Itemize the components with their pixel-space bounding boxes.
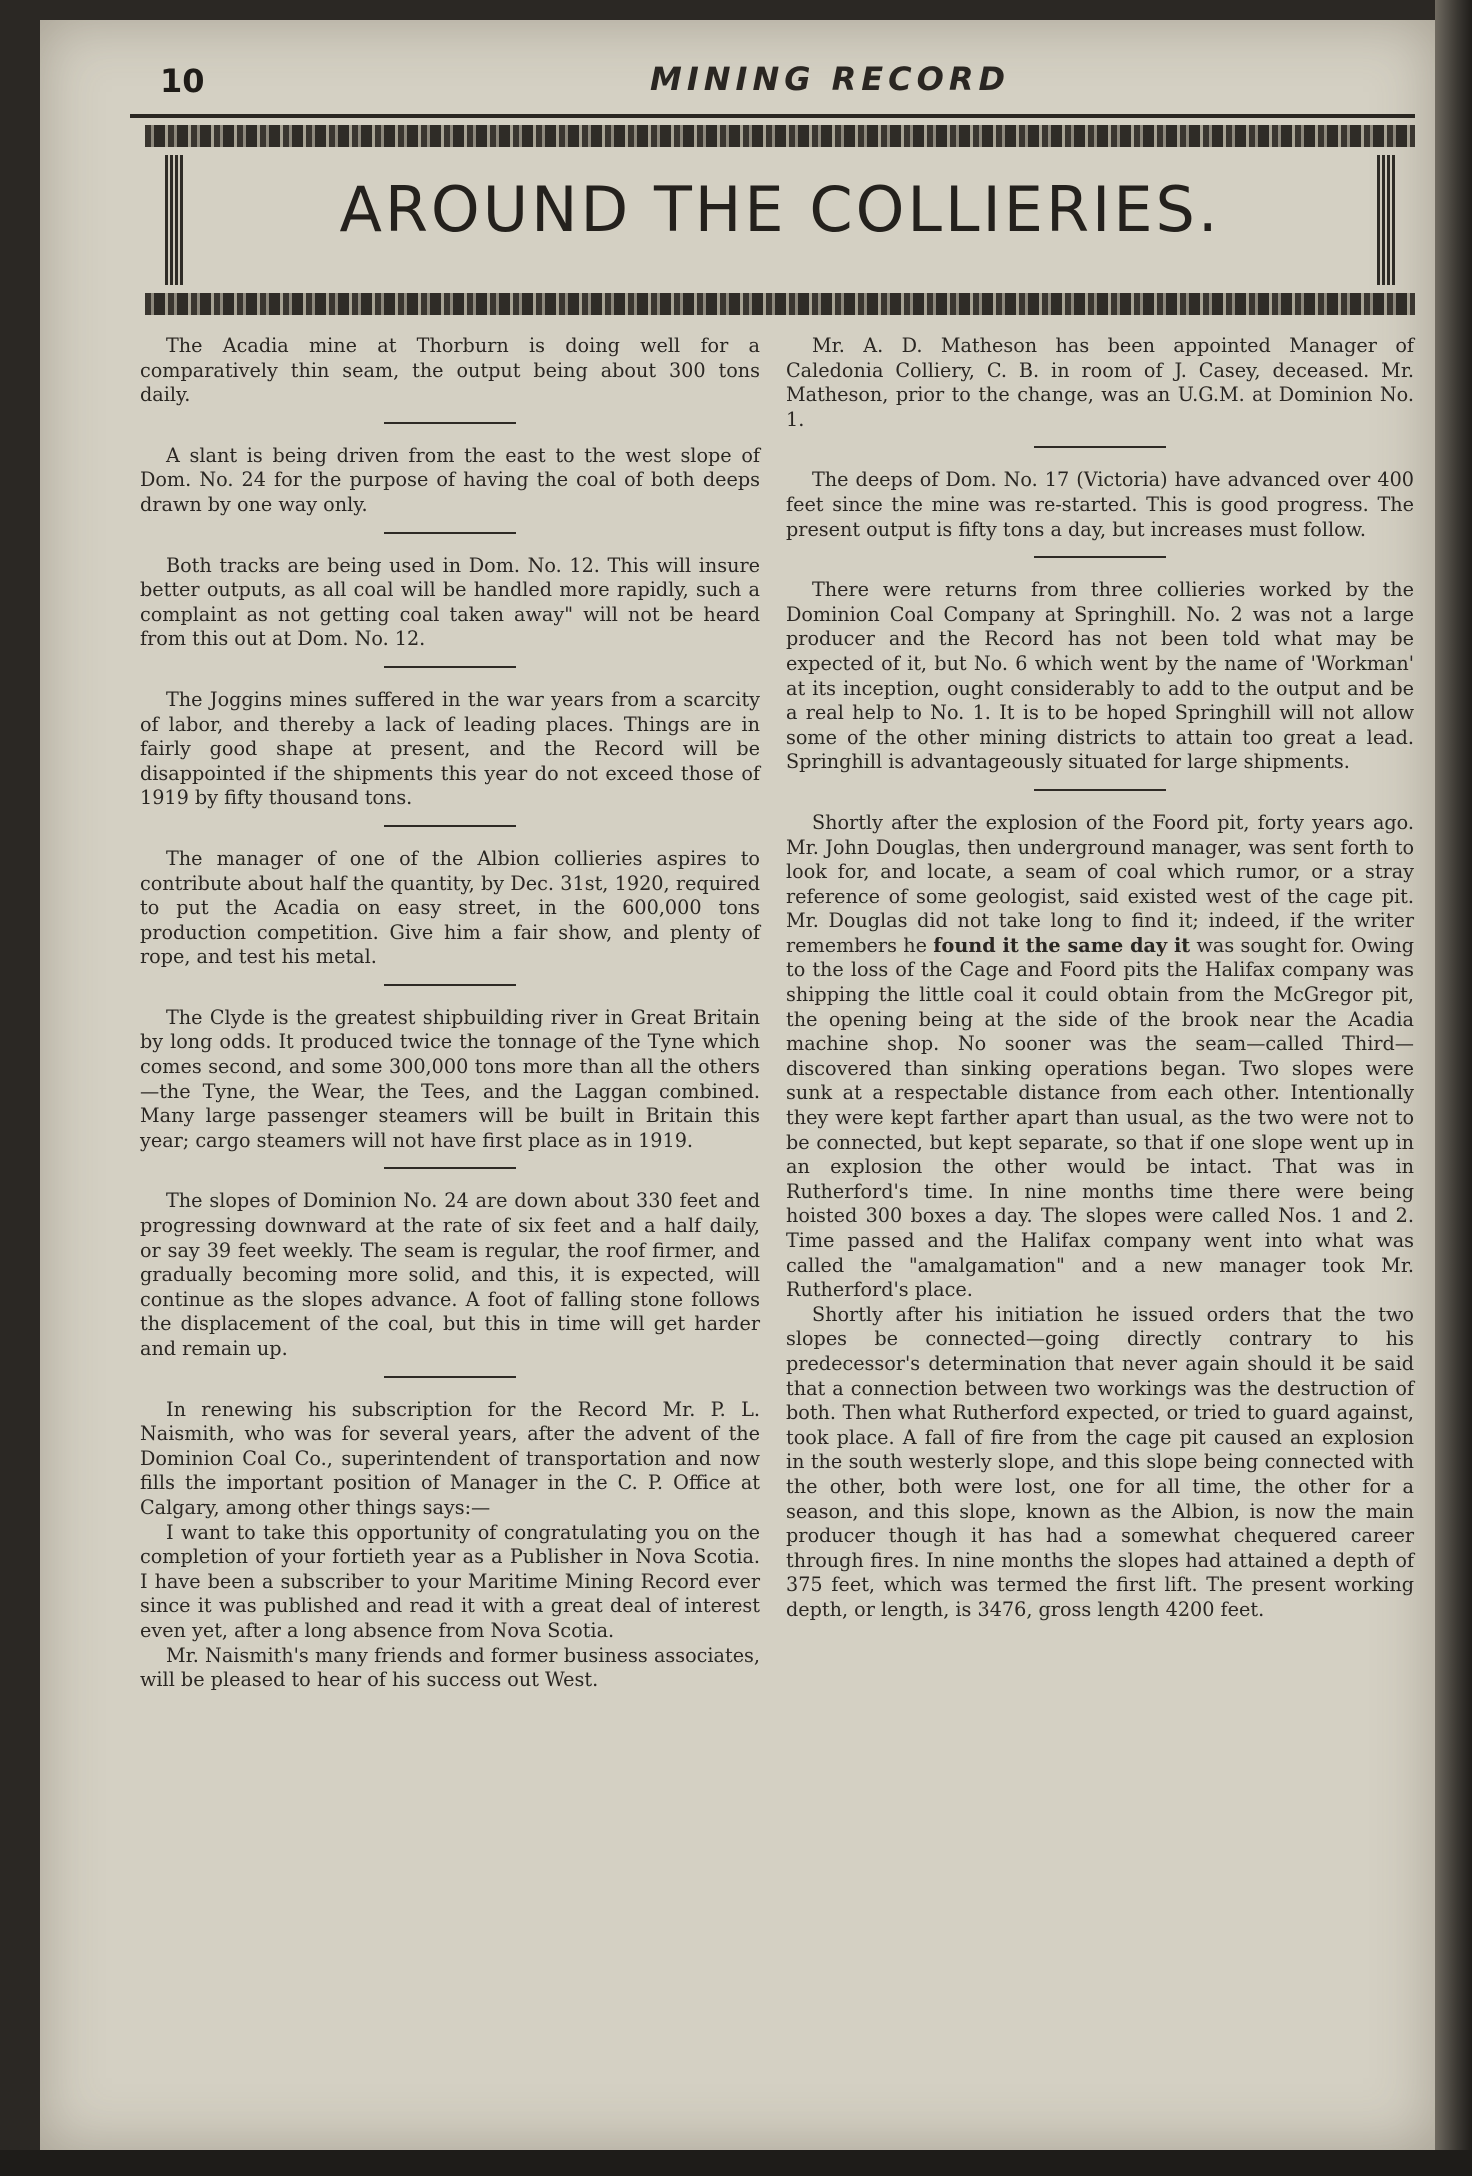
separator-rule [384,825,516,827]
scan-shadow [0,2150,1472,2176]
left-column [140,334,760,1693]
publication-name: MINING RECORD [650,60,1011,98]
banner-top-ornament [145,125,1415,147]
right-column [786,334,1414,1623]
article-paragraph: In renewing his subscription for the Record Mr. P. L. Naismith, who was for several years, after the advent of the Dominion Coal Co., superintendent of transportation and now fills the important position of Manager in the C. P. Office at Calgary, among other things says:— [140,1397,760,1519]
separator-rule [1034,556,1166,558]
separator-rule [384,1376,516,1378]
section-banner [145,125,1415,315]
article-paragraph: The Acadia mine at Thorburn is doing well for a comparatively thin seam, the output being about 300 tons daily. [140,334,760,407]
separator-rule [384,1167,516,1169]
separator-rule [384,984,516,986]
article-paragraph: Both tracks are being used in Dom. No. 12. This will insure better outputs, as all coal will be handled more rapidly, such a complaint as not getting coal taken away" will not be heard from this out at Dom. No. 12. [140,553,760,651]
banner-bottom-ornament [145,293,1415,315]
article-paragraph: The manager of one of the Albion collieries aspires to contribute about half the quantity, by Dec. 31st, 1920, required to put the Acadia on easy street, in the 600,000 tons production competition. Give him a fair show, and plenty of rope, and test his metal. [140,846,760,969]
article-paragraph: The slopes of Dominion No. 24 are down about 330 feet and progressing downward at the rate of six feet and a half daily, or say 39 feet weekly. The seam is regular, the roof firmer, and gradually becoming more solid, and this, it is expected, will continue as the slopes advance. A foot of falling stone follows the displacement of the coal, but this in time will get harder and remain up. [140,1189,760,1360]
page-edge [1435,0,1472,2176]
article-paragraph: The Clyde is the greatest shipbuilding river in Great Britain by long odds. It produced twice the tonnage of the Tyne which comes second, and some 300,000 tons more than all the others—the Tyne, the Wear, the Tees, and the Laggan combined. Many large passenger steamers will be built in Britain this year; cargo steamers will not have first place as in 1919. [140,1005,760,1152]
article-paragraph [786,811,1414,1303]
text-run: Shortly after the explosion of the Foord pit, forty years ago. Mr. John Douglas, then underground manager, was sent forth to look for, and locate, a seam of coal which rumor, or a stray reference of some geologist, said existed west of the cage pit. Mr. Douglas did not take long to find it; indeed, if the writer remembers he [786,810,1414,957]
article-paragraph: There were returns from three collieries worked by the Dominion Coal Company at Springhill. No. 2 was not a large producer and the Record has not been told what may be expected of it, but No. 6 which went by the name of 'Workman' at its inception, ought considerably to add to the output and be a real help to No. 1. It is to be hoped Springhill will not allow some of the other mining districts to attain too great a lead. Springhill is advantageously situated for large shipments. [786,578,1414,774]
separator-rule [1034,789,1166,791]
bold-text-run: found it the same day it [933,933,1191,957]
page-number: 10 [160,62,205,100]
article-paragraph: Mr. Naismith's many friends and former business associates, will be pleased to hear of his success out West. [140,1643,760,1692]
separator-rule [384,666,516,668]
text-run: was sought for. Owing to the loss of the Cage and Foord pits the Halifax company was shipping the little coal it could obtain from the McGregor pit, the opening being at the side of the brook near the Acadia machine shop. No sooner was the seam—called Third—discovered than sinking operations began. Two slopes were sunk at a respectable distance from each other. Intentionally they were kept farther apart than usual, as the two were not to be connected, but kept separate, so that if one slope went up in an explosion the other would be intact. That was in Rutherford's time. In nine months time there were being hoisted 300 boxes a day. The slopes were called Nos. 1 and 2. Time passed and the Halifax company went into what was called the "amalgamation" and a new manager took Mr. Rutherford's place. [786,933,1414,1302]
article-paragraph: The Joggins mines suffered in the war years from a scarcity of labor, and thereby a lack of leading places. Things are in fairly good shape at present, and the Record will be disappointed if the shipments this year do not exceed those of 1919 by fifty thousand tons. [140,687,760,810]
article-paragraph: Shortly after his initiation he issued orders that the two slopes be connected—going directly contrary to his predecessor's determination that never again should it be said that a connection between two workings was the destruction of both. Then what Rutherford expected, or tried to guard against, took place. A fall of fire from the cage pit caused an explosion in the south westerly slope, and this slope being connected with the other, both were lost, one for all time, the other for a season, and this slope, known as the Albion, is now the main producer though it has had a somewhat chequered career through fires. In nine months the slopes had attained a depth of 375 feet, which was termed the first lift. The present working depth, or length, is 3476, gross length 4200 feet. [786,1302,1414,1621]
separator-rule [384,532,516,534]
article-paragraph: Mr. A. D. Matheson has been appointed Manager of Caledonia Colliery, C. B. in room of J. Casey, deceased. Mr. Matheson, prior to the change, was an U.G.M. at Dominion No. 1. [786,334,1414,431]
article-paragraph: A slant is being driven from the east to the west slope of Dom. No. 24 for the purpose of having the coal of both deeps drawn by one way only. [140,443,760,516]
separator-rule [384,422,516,424]
separator-rule [1034,446,1166,448]
letter-quote: I want to take this opportunity of congratulating you on the completion of your fortieth year as a Publisher in Nova Scotia. I have been a subscriber to your Maritime Mining Record ever since it was published and read it with a great deal of interest even yet, after a long absence from Nova Scotia. [140,1520,760,1642]
article-paragraph: The deeps of Dom. No. 17 (Victoria) have advanced over 400 feet since the mine was re-started. This is good progress. The present output is fifty tons a day, but increases must follow. [786,468,1414,541]
page-header [130,44,1415,118]
section-title: AROUND THE COLLIERIES. [339,173,1221,246]
